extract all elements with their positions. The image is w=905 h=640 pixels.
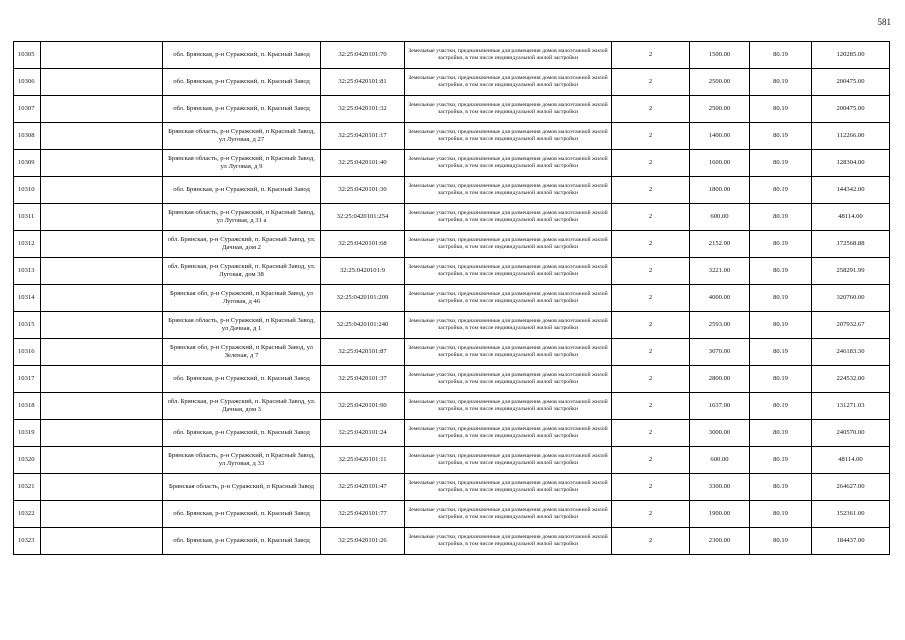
unit-value-cell: 80.19	[750, 420, 812, 447]
row-number: 10319	[14, 420, 41, 447]
area-cell: 2152.00	[690, 231, 750, 258]
cadastral-value-cell: 224532.00	[812, 366, 890, 393]
category-code-cell: 2	[612, 96, 690, 123]
spacer-cell	[41, 447, 163, 474]
cadastral-number-cell: 32:25:0420101:240	[321, 312, 405, 339]
address-cell: Брянская область, р-н Суражский, п Красный Завод, ул Дачная, д 1	[163, 312, 321, 339]
table-row	[14, 366, 890, 393]
table-row	[14, 285, 890, 312]
row-number: 10313	[14, 258, 41, 285]
address-cell: обл. Брянская, р-н Суражский, п. Красный Завод	[163, 96, 321, 123]
row-number: 10312	[14, 231, 41, 258]
spacer-cell	[41, 177, 163, 204]
address-cell: Брянская область, р-н Суражский, п Красный Завод, ул Луговая, д 27	[163, 123, 321, 150]
area-cell: 1400.00	[690, 123, 750, 150]
row-number: 10314	[14, 285, 41, 312]
land-use-cell: Земельные участки, предназначенные для размещения домов малоэтажной жилой застройки, в том числе индивидуальной жилой застройки	[405, 393, 612, 420]
category-code-cell: 2	[612, 447, 690, 474]
unit-value-cell: 80.19	[750, 285, 812, 312]
unit-value-cell: 80.19	[750, 96, 812, 123]
unit-value-cell: 80.19	[750, 177, 812, 204]
unit-value-cell: 80.19	[750, 501, 812, 528]
table-row	[14, 231, 890, 258]
row-number: 10308	[14, 123, 41, 150]
area-cell: 3221.00	[690, 258, 750, 285]
table-row	[14, 393, 890, 420]
spacer-cell	[41, 123, 163, 150]
area-cell: 600.00	[690, 204, 750, 231]
cadastral-value-cell: 184437.00	[812, 528, 890, 555]
land-use-cell: Земельные участки, предназначенные для размещения домов малоэтажной жилой застройки, в том числе индивидуальной жилой застройки	[405, 474, 612, 501]
cadastral-value-cell: 48114.00	[812, 447, 890, 474]
cadastral-value-cell: 264627.00	[812, 474, 890, 501]
cadastral-value-cell: 112266.00	[812, 123, 890, 150]
land-use-cell: Земельные участки, предназначенные для размещения домов малоэтажной жилой застройки, в том числе индивидуальной жилой застройки	[405, 366, 612, 393]
address-cell: Брянская область, р-н Суражский, п Красный Завод	[163, 474, 321, 501]
land-use-cell: Земельные участки, предназначенные для размещения домов малоэтажной жилой застройки, в том числе индивидуальной жилой застройки	[405, 96, 612, 123]
table-row	[14, 528, 890, 555]
land-use-cell: Земельные участки, предназначенные для размещения домов малоэтажной жилой застройки, в том числе индивидуальной жилой застройки	[405, 528, 612, 555]
row-number: 10311	[14, 204, 41, 231]
row-number: 10306	[14, 69, 41, 96]
area-cell: 2800.00	[690, 366, 750, 393]
row-number: 10323	[14, 528, 41, 555]
cadastral-value-cell: 246183.30	[812, 339, 890, 366]
row-number: 10322	[14, 501, 41, 528]
category-code-cell: 2	[612, 474, 690, 501]
area-cell: 2500.00	[690, 96, 750, 123]
area-cell: 600.00	[690, 447, 750, 474]
table-row	[14, 96, 890, 123]
unit-value-cell: 80.19	[750, 312, 812, 339]
cadastral-number-cell: 32:25:0420101:24	[321, 420, 405, 447]
row-number: 10315	[14, 312, 41, 339]
unit-value-cell: 80.19	[750, 231, 812, 258]
area-cell: 1800.00	[690, 177, 750, 204]
address-cell: Брянская область, р-н Суражский, п Красный Завод, ул Луговая, д 33	[163, 447, 321, 474]
area-cell: 3000.00	[690, 420, 750, 447]
unit-value-cell: 80.19	[750, 204, 812, 231]
land-use-cell: Земельные участки, предназначенные для размещения домов малоэтажной жилой застройки, в том числе индивидуальной жилой застройки	[405, 501, 612, 528]
land-use-cell: Земельные участки, предназначенные для размещения домов малоэтажной жилой застройки, в том числе индивидуальной жилой застройки	[405, 69, 612, 96]
area-cell: 2593.00	[690, 312, 750, 339]
area-cell: 1500.00	[690, 42, 750, 69]
table-row	[14, 312, 890, 339]
category-code-cell: 2	[612, 393, 690, 420]
table-row	[14, 501, 890, 528]
area-cell: 2300.00	[690, 528, 750, 555]
unit-value-cell: 80.19	[750, 339, 812, 366]
cadastral-value-cell: 152361.00	[812, 501, 890, 528]
row-number: 10320	[14, 447, 41, 474]
address-cell: обл. Брянская, р-н Суражский, п. Красный Завод	[163, 501, 321, 528]
address-cell: обл. Брянская, р-н Суражский, п. Красный Завод	[163, 366, 321, 393]
cadastral-value-cell: 207932.67	[812, 312, 890, 339]
table-row	[14, 258, 890, 285]
row-number: 10310	[14, 177, 41, 204]
unit-value-cell: 80.19	[750, 528, 812, 555]
spacer-cell	[41, 96, 163, 123]
table-body	[14, 42, 890, 555]
area-cell: 1637.00	[690, 393, 750, 420]
cadastral-number-cell: 32:25:0420101:70	[321, 42, 405, 69]
cadastral-number-cell: 32:25:0420101:26	[321, 528, 405, 555]
table-row	[14, 474, 890, 501]
cadastral-value-cell: 144342.00	[812, 177, 890, 204]
cadastral-number-cell: 32:25:0420101:37	[321, 366, 405, 393]
land-use-cell: Земельные участки, предназначенные для размещения домов малоэтажной жилой застройки, в том числе индивидуальной жилой застройки	[405, 231, 612, 258]
spacer-cell	[41, 285, 163, 312]
address-cell: обл. Брянская, р-н Суражский, п. Красный Завод	[163, 528, 321, 555]
spacer-cell	[41, 420, 163, 447]
unit-value-cell: 80.19	[750, 393, 812, 420]
category-code-cell: 2	[612, 42, 690, 69]
cadastral-number-cell: 32:25:0420101:9	[321, 258, 405, 285]
spacer-cell	[41, 69, 163, 96]
category-code-cell: 2	[612, 420, 690, 447]
spacer-cell	[41, 42, 163, 69]
category-code-cell: 2	[612, 123, 690, 150]
unit-value-cell: 80.19	[750, 474, 812, 501]
cadastral-value-cell: 320760.00	[812, 285, 890, 312]
spacer-cell	[41, 501, 163, 528]
unit-value-cell: 80.19	[750, 150, 812, 177]
cadastral-value-cell: 131271.03	[812, 393, 890, 420]
category-code-cell: 2	[612, 177, 690, 204]
land-use-cell: Земельные участки, предназначенные для размещения домов малоэтажной жилой застройки, в том числе индивидуальной жилой застройки	[405, 312, 612, 339]
row-number: 10309	[14, 150, 41, 177]
table-row	[14, 69, 890, 96]
cadastral-value-cell: 128304.00	[812, 150, 890, 177]
cadastral-number-cell: 32:25:0420101:11	[321, 447, 405, 474]
row-number: 10318	[14, 393, 41, 420]
cadastral-value-cell: 120285.00	[812, 42, 890, 69]
row-number: 10307	[14, 96, 41, 123]
spacer-cell	[41, 339, 163, 366]
land-use-cell: Земельные участки, предназначенные для размещения домов малоэтажной жилой застройки, в том числе индивидуальной жилой застройки	[405, 42, 612, 69]
area-cell: 3300.00	[690, 474, 750, 501]
address-cell: Брянская область, р-н Суражский, п Красный Завод, ул Луговая, д 31 а	[163, 204, 321, 231]
land-use-cell: Земельные участки, предназначенные для размещения домов малоэтажной жилой застройки, в том числе индивидуальной жилой застройки	[405, 447, 612, 474]
land-use-cell: Земельные участки, предназначенные для размещения домов малоэтажной жилой застройки, в том числе индивидуальной жилой застройки	[405, 204, 612, 231]
address-cell: Брянская область, р-н Суражский, п Красный Завод, ул Луговая, д 9	[163, 150, 321, 177]
row-number: 10305	[14, 42, 41, 69]
area-cell: 1900.00	[690, 501, 750, 528]
cadastral-value-cell: 200475.00	[812, 69, 890, 96]
category-code-cell: 2	[612, 339, 690, 366]
address-cell: обл. Брянская, р-н Суражский, п. Красный Завод	[163, 420, 321, 447]
cadastral-number-cell: 32:25:0420101:47	[321, 474, 405, 501]
cadastral-number-cell: 32:25:0420101:81	[321, 69, 405, 96]
spacer-cell	[41, 393, 163, 420]
table-row	[14, 177, 890, 204]
spacer-cell	[41, 474, 163, 501]
address-cell: обл. Брянская, р-н Суражский, п. Красный Завод	[163, 69, 321, 96]
cadastral-number-cell: 32:25:0420101:40	[321, 150, 405, 177]
category-code-cell: 2	[612, 366, 690, 393]
category-code-cell: 2	[612, 501, 690, 528]
category-code-cell: 2	[612, 285, 690, 312]
cadastral-number-cell: 32:25:0420101:77	[321, 501, 405, 528]
spacer-cell	[41, 258, 163, 285]
cadastral-value-cell: 172568.88	[812, 231, 890, 258]
land-use-cell: Земельные участки, предназначенные для размещения домов малоэтажной жилой застройки, в том числе индивидуальной жилой застройки	[405, 285, 612, 312]
land-use-cell: Земельные участки, предназначенные для размещения домов малоэтажной жилой застройки, в том числе индивидуальной жилой застройки	[405, 258, 612, 285]
spacer-cell	[41, 204, 163, 231]
address-cell: Брянская обл, р-н Суражский, п Красный Завод, ул Луговая, д 46	[163, 285, 321, 312]
address-cell: обл. Брянская, р-н Суражский, п. Красный Завод, ул. Дачная, дом 2	[163, 231, 321, 258]
cadastral-number-cell: 32:25:0420101:209	[321, 285, 405, 312]
area-cell: 2500.00	[690, 69, 750, 96]
area-cell: 4000.00	[690, 285, 750, 312]
category-code-cell: 2	[612, 528, 690, 555]
area-cell: 3070.00	[690, 339, 750, 366]
address-cell: Брянская обл, р-н Суражский, п Красный Завод, ул Зеленая, д 7	[163, 339, 321, 366]
row-number: 10321	[14, 474, 41, 501]
cadastral-value-table	[13, 41, 890, 555]
cadastral-number-cell: 32:25:0420101:17	[321, 123, 405, 150]
spacer-cell	[41, 528, 163, 555]
table-row	[14, 123, 890, 150]
category-code-cell: 2	[612, 312, 690, 339]
cadastral-number-cell: 32:25:0420101:68	[321, 231, 405, 258]
cadastral-number-cell: 32:25:0420101:254	[321, 204, 405, 231]
land-use-cell: Земельные участки, предназначенные для размещения домов малоэтажной жилой застройки, в том числе индивидуальной жилой застройки	[405, 123, 612, 150]
category-code-cell: 2	[612, 204, 690, 231]
row-number: 10317	[14, 366, 41, 393]
category-code-cell: 2	[612, 69, 690, 96]
table-row	[14, 447, 890, 474]
table-row	[14, 204, 890, 231]
category-code-cell: 2	[612, 258, 690, 285]
table-row	[14, 42, 890, 69]
category-code-cell: 2	[612, 150, 690, 177]
cadastral-value-cell: 48114.00	[812, 204, 890, 231]
table-row	[14, 150, 890, 177]
spacer-cell	[41, 312, 163, 339]
address-cell: обл. Брянская, р-н Суражский, п. Красный Завод	[163, 42, 321, 69]
address-cell: обл. Брянская, р-н Суражский, п. Красный Завод	[163, 177, 321, 204]
address-cell: обл. Брянская, р-н Суражский, п. Красный Завод, ул. Дачная, дом 3	[163, 393, 321, 420]
page-number: 581	[877, 17, 891, 27]
spacer-cell	[41, 366, 163, 393]
cadastral-value-cell: 200475.00	[812, 96, 890, 123]
area-cell: 1600.00	[690, 150, 750, 177]
spacer-cell	[41, 150, 163, 177]
land-use-cell: Земельные участки, предназначенные для размещения домов малоэтажной жилой застройки, в том числе индивидуальной жилой застройки	[405, 339, 612, 366]
unit-value-cell: 80.19	[750, 123, 812, 150]
unit-value-cell: 80.19	[750, 447, 812, 474]
cadastral-value-cell: 258291.99	[812, 258, 890, 285]
table-row	[14, 339, 890, 366]
row-number: 10316	[14, 339, 41, 366]
unit-value-cell: 80.19	[750, 42, 812, 69]
table-row	[14, 420, 890, 447]
land-use-cell: Земельные участки, предназначенные для размещения домов малоэтажной жилой застройки, в том числе индивидуальной жилой застройки	[405, 150, 612, 177]
cadastral-number-cell: 32:25:0420101:32	[321, 96, 405, 123]
cadastral-number-cell: 32:25:0420101:90	[321, 393, 405, 420]
cadastral-number-cell: 32:25:0420101:87	[321, 339, 405, 366]
land-use-cell: Земельные участки, предназначенные для размещения домов малоэтажной жилой застройки, в том числе индивидуальной жилой застройки	[405, 177, 612, 204]
address-cell: обл. Брянская, р-н Суражский, п. Красный Завод, ул. Луговая, дом 38	[163, 258, 321, 285]
cadastral-number-cell: 32:25:0420101:30	[321, 177, 405, 204]
unit-value-cell: 80.19	[750, 69, 812, 96]
unit-value-cell: 80.19	[750, 366, 812, 393]
land-use-cell: Земельные участки, предназначенные для размещения домов малоэтажной жилой застройки, в том числе индивидуальной жилой застройки	[405, 420, 612, 447]
cadastral-value-cell: 240570.00	[812, 420, 890, 447]
unit-value-cell: 80.19	[750, 258, 812, 285]
category-code-cell: 2	[612, 231, 690, 258]
spacer-cell	[41, 231, 163, 258]
